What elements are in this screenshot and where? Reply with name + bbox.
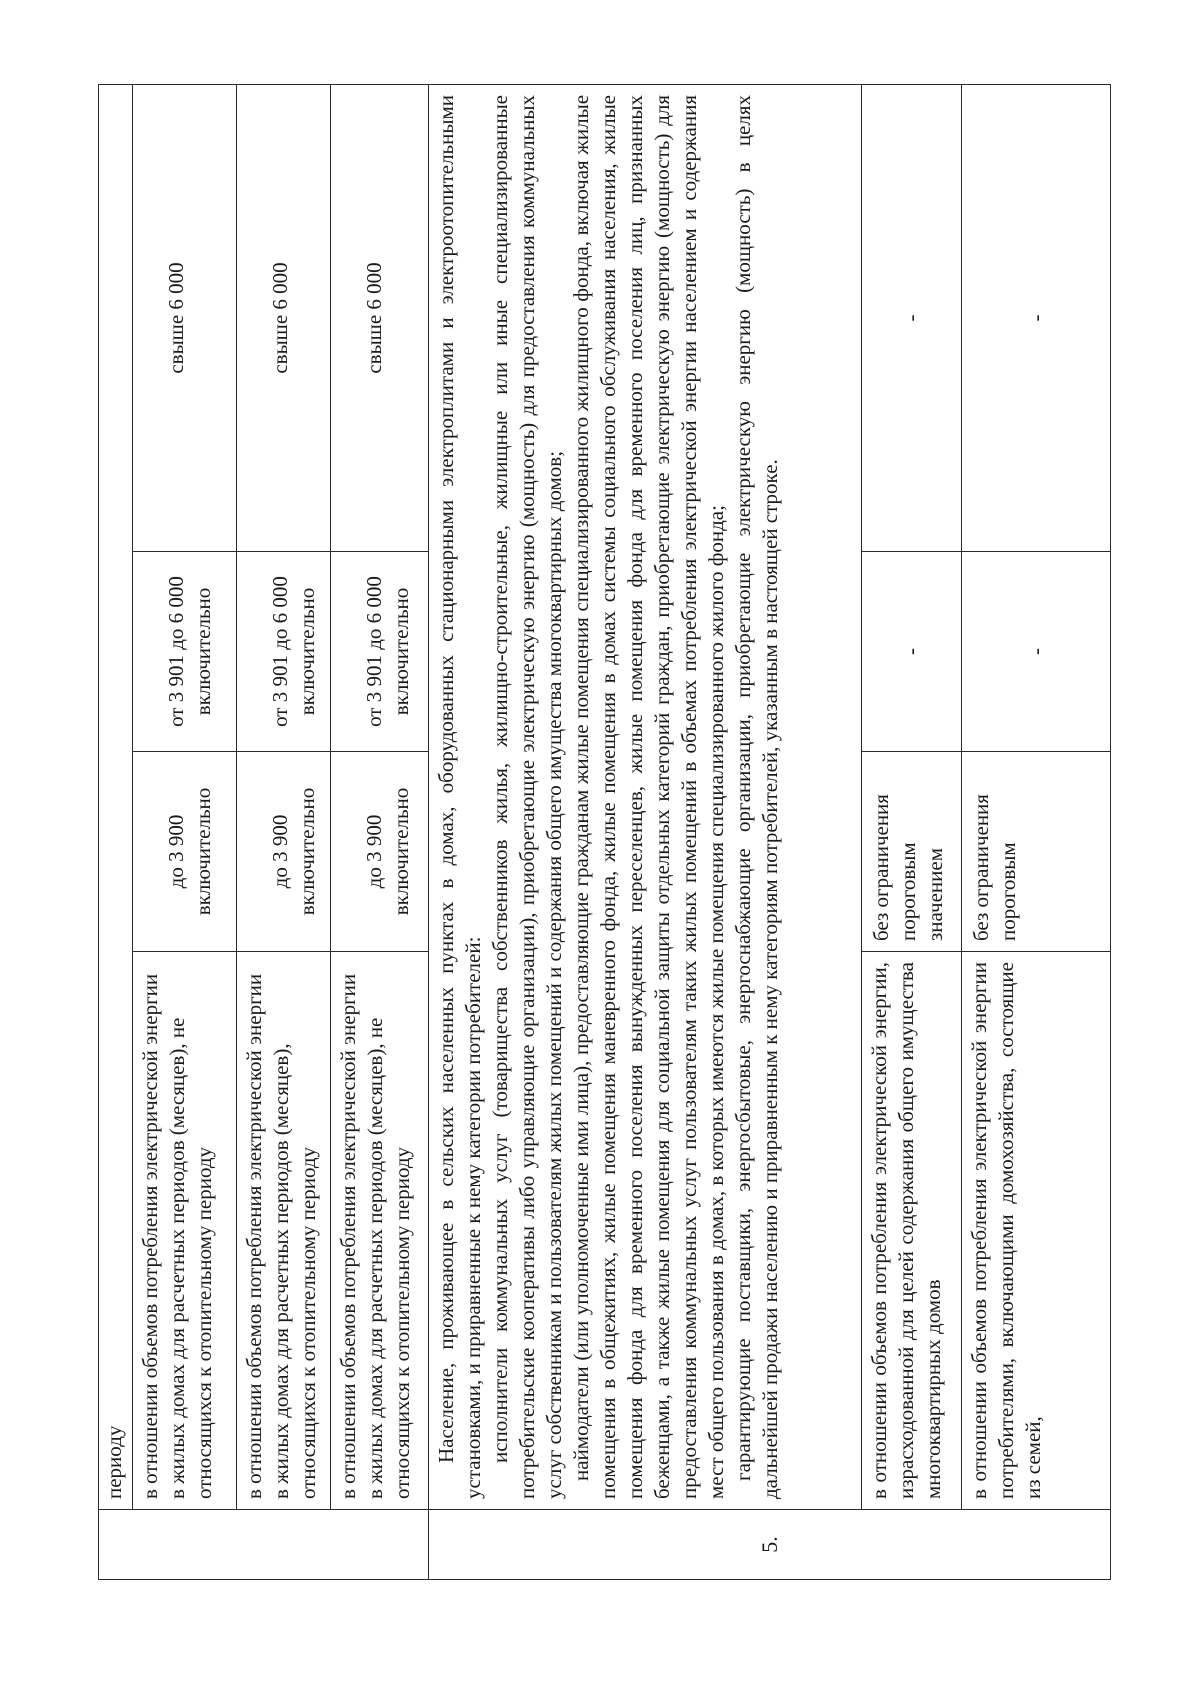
threshold-high: свыше 6 000: [237, 84, 331, 551]
threshold-high: -: [862, 84, 962, 551]
table-row: [331, 84, 429, 1579]
threshold-high: свыше 6 000: [133, 84, 237, 551]
threshold-mid: от 3 901 до 6 000 включительно: [133, 552, 237, 752]
threshold-low: до 3 900 включительно: [331, 752, 429, 952]
threshold-mid: от 3 901 до 6 000 включительно: [237, 552, 331, 752]
table-row: [237, 84, 331, 1579]
consumption-label: в отношении объемов потребления электрической энергии в жилых домах для расчетных периодов (месяцев), не относящихся к отопительному периоду: [133, 952, 237, 1510]
threshold-low: до 3 900 включительно: [237, 752, 331, 952]
tariff-table: [98, 84, 1111, 1580]
threshold-high: свыше 6 000: [331, 84, 429, 551]
description-paragraph: наймодатели (или уполномоченные ими лица), предоставляющие гражданам жилые помещения специализированного жилищного фонда, включая жилые помещения в общежитиях, жилые помещения маневренного фонда, жилые помещения в домах системы социального обслуживания населения, жилые помещения фонда для временного поселения вынужденных переселенцев, жилые помещения фонда для временного поселения лиц, признанных беженцами, а также жилые помещения для социальной защиты отдельных категорий граждан, приобретающие электрическую энергию (мощность) для предоставления коммунальных услуг пользователям таких жилых помещений в объемах потребления электрической энергии населением и содержания мест общего пользования в домах, в которых имеются жилые помещения специализированного жилого фонда;: [569, 94, 728, 1499]
table-row: [133, 84, 237, 1579]
consumption-label: в отношении объемов потребления электрической энергии в жилых домах для расчетных периодов (месяцев), не относящихся к отопительному периоду: [331, 952, 429, 1510]
top-fragment-cell: периоду: [99, 84, 133, 1509]
threshold-low: без ограничения пороговым значением: [862, 752, 962, 952]
threshold-mid: -: [862, 552, 962, 752]
description-paragraph: Население, проживающее в сельских населенных пунктах в домах, оборудованных стационарными электроплитами и электроотопительными установками, и приравненные к нему категории потребителей:: [434, 94, 485, 1499]
row-number-cell-prev: [99, 1510, 429, 1580]
row-number: 5.: [429, 1510, 1111, 1580]
threshold-mid: от 3 901 до 6 000 включительно: [331, 552, 429, 752]
table-row: [962, 84, 1111, 1579]
threshold-high: -: [962, 84, 1111, 551]
consumption-label: в отношении объемов потребления электрической энергии потребителями, включающими домохозяйства, состоящие из семей,: [962, 952, 1111, 1510]
description-paragraph: исполнители коммунальных услуг (товарищества собственников жилья, жилищно-строительные, жилищные или иные специализированные потребительские кооперативы либо управляющие организации), приобретающие электрическую энергию (мощность) для предоставления коммунальных услуг собственникам и пользователям жилых помещений и содержания общего имущества многоквартирных домов;: [488, 94, 566, 1499]
threshold-low: до 3 900 включительно: [133, 752, 237, 952]
rotated-document-page: [60, 40, 1140, 1625]
threshold-low: без ограничения пороговым: [962, 752, 1111, 952]
table-row: [429, 84, 862, 1579]
description-cell: [429, 84, 862, 1509]
table-row: [862, 84, 962, 1579]
consumption-label: в отношении объемов потребления электрической энергии, израсходованной для целей содержания общего имущества многоквартирных домов: [862, 952, 962, 1510]
consumption-label: в отношении объемов потребления электрической энергии в жилых домах для расчетных периодов (месяцев), относящихся к отопительному периоду: [237, 952, 331, 1510]
table-row: [99, 84, 133, 1579]
description-paragraph: гарантирующие поставщики, энергосбытовые, энергоснабжающие организации, приобретающие электрическую энергию (мощность) в целях дальнейшей продажи населению и приравненным к нему категориям потребителей, указанным в настоящей строке.: [731, 94, 782, 1499]
threshold-mid: -: [962, 552, 1111, 752]
